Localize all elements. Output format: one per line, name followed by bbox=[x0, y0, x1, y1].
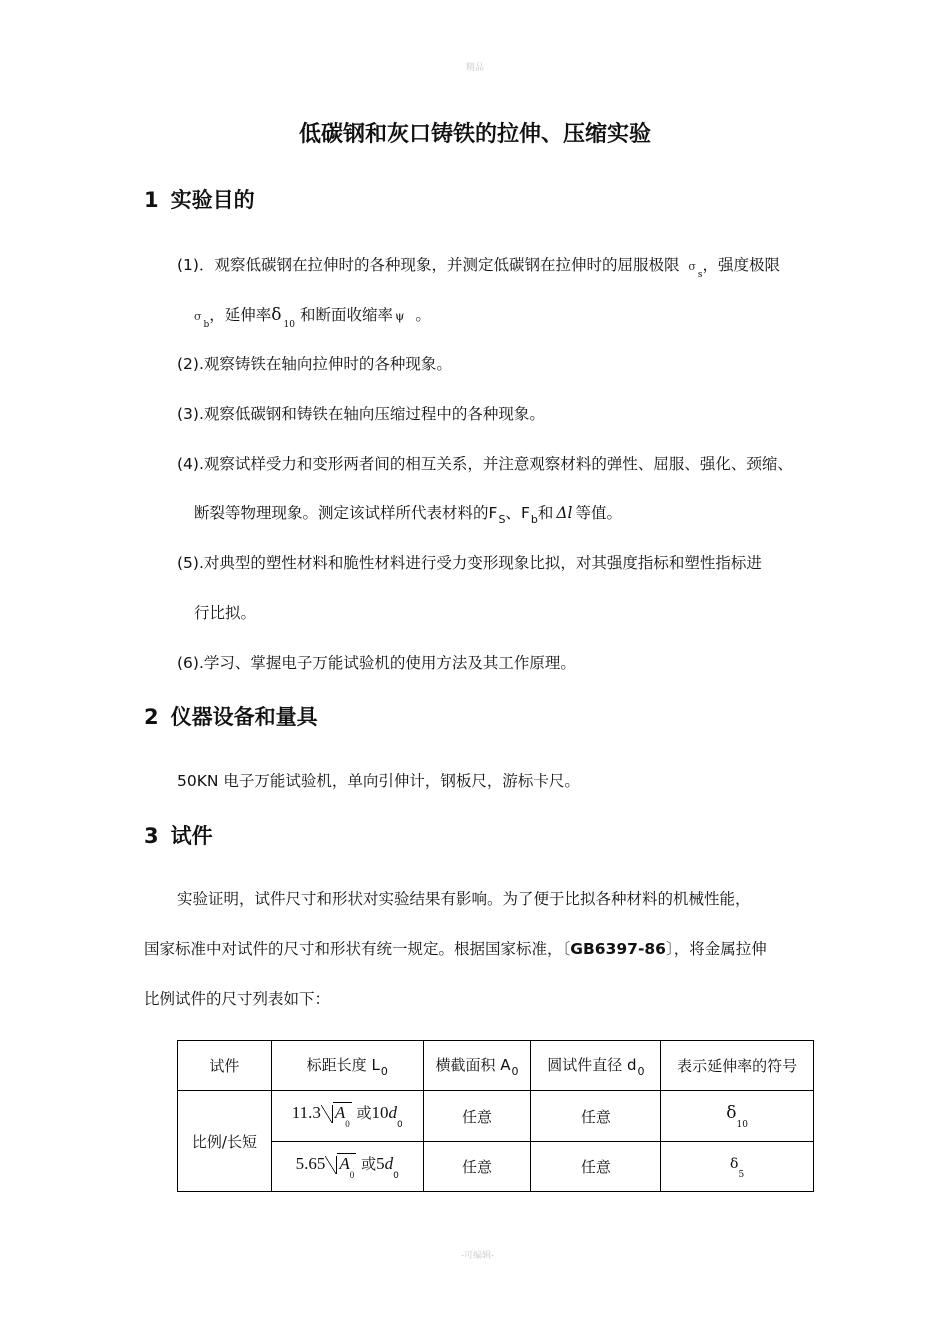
elongation-symbol-cell bbox=[661, 1091, 814, 1142]
gauge-length-formula bbox=[271, 1142, 423, 1192]
subscript: 0 bbox=[511, 1064, 519, 1078]
text: ，延伸率 bbox=[209, 306, 272, 324]
diameter-var: d bbox=[388, 1103, 398, 1122]
area-cell: 任意 bbox=[423, 1091, 531, 1142]
force-b-symbol: F bbox=[520, 504, 530, 522]
subscript: 0 bbox=[637, 1064, 645, 1078]
footer-watermark: -可编辑- bbox=[461, 1251, 495, 1261]
elongation-symbol-cell bbox=[661, 1142, 814, 1192]
force-s-subscript: S bbox=[498, 513, 506, 526]
header-diameter bbox=[531, 1041, 661, 1091]
header-watermark: 精品 bbox=[466, 63, 485, 73]
sigma-b-subscript: b bbox=[203, 320, 210, 330]
text: 。 bbox=[415, 306, 431, 324]
subscript: 0 bbox=[349, 1169, 355, 1180]
text: 〕，将金属拉伸 bbox=[665, 940, 767, 958]
specimen-paragraph-line-1: 实验证明，试件尺寸和形状对实验结果有影响。为了便于比拟各种材料的机械性能， bbox=[177, 890, 751, 908]
objective-item-4-line-1: (4).观察试样受力和变形两者间的相互关系，并注意观察材料的弹性、屈服、强化、颈缩、 bbox=[177, 455, 793, 473]
text: 或 bbox=[356, 1104, 372, 1122]
text: 和断面收缩率 bbox=[299, 306, 393, 324]
delta-l-symbol: Δl bbox=[556, 504, 573, 522]
section-number: 2 bbox=[144, 705, 159, 729]
section-3-heading bbox=[144, 820, 213, 850]
header-specimen: 试件 bbox=[178, 1041, 272, 1091]
text: 国家标准中对试件的尺寸和形状有统一规定。根据国家标准，〔 bbox=[144, 940, 571, 958]
delta-subscript: 10 bbox=[283, 320, 295, 330]
subscript: 10 bbox=[736, 1119, 748, 1130]
area-var: A bbox=[334, 1103, 346, 1122]
sigma-s-subscript: s bbox=[697, 270, 703, 280]
sigma-s-symbol: σ bbox=[688, 260, 696, 273]
area-var: A bbox=[339, 1153, 350, 1173]
delta-symbol: δ bbox=[730, 1155, 739, 1172]
text: 或 bbox=[361, 1154, 377, 1173]
psi-symbol: ψ bbox=[394, 309, 405, 323]
table-header-row bbox=[178, 1041, 814, 1091]
delta-symbol: δ bbox=[726, 1102, 737, 1123]
text: 、 bbox=[505, 504, 521, 522]
section-title: 仪器设备和量具 bbox=[170, 705, 318, 729]
objective-item-1-line-1 bbox=[177, 253, 780, 280]
specimen-paragraph-line-3: 比例试件的尺寸列表如下： bbox=[144, 990, 331, 1008]
diameter-cell: 任意 bbox=[531, 1142, 661, 1192]
objective-item-3: (3).观察低碳钢和铸铁在轴向压缩过程中的各种现象。 bbox=[177, 405, 545, 423]
objective-item-1-line-2 bbox=[194, 303, 431, 330]
objective-item-5-line-2: 行比拟。 bbox=[194, 604, 257, 622]
page-title: 低碳钢和灰口铸铁的拉伸、压缩实验 bbox=[298, 122, 651, 147]
coefficient: 5 bbox=[376, 1153, 385, 1173]
specimen-dimension-table bbox=[177, 1040, 814, 1192]
delta-symbol: δ bbox=[271, 305, 282, 325]
section-number: 1 bbox=[144, 188, 159, 212]
group-label: 比例/长短 bbox=[178, 1091, 272, 1192]
subscript: 0 bbox=[380, 1064, 388, 1078]
text: ，强度极限 bbox=[702, 256, 781, 274]
text: 等值。 bbox=[575, 504, 623, 522]
text: 断裂等物理现象。测定该试样所代表材料的 bbox=[194, 504, 489, 522]
objective-item-4-line-2 bbox=[194, 501, 622, 526]
area-cell: 任意 bbox=[423, 1142, 531, 1192]
objective-item-5-line-1: (5).对典型的塑性材料和脆性材料进行受力变形现象比拟，对其强度指标和塑性指标进 bbox=[177, 554, 762, 572]
objective-item-2: (2).观察铸铁在轴向拉伸时的各种现象。 bbox=[177, 355, 452, 373]
coefficient: 10 bbox=[371, 1103, 389, 1122]
force-s-symbol: F bbox=[488, 504, 498, 522]
section-title: 实验目的 bbox=[170, 188, 255, 212]
text: 横截面积 A bbox=[435, 1055, 511, 1074]
sqrt-symbol bbox=[321, 1103, 352, 1129]
objective-item-6: (6).学习、掌握电子万能试验机的使用方法及其工作原理。 bbox=[177, 654, 576, 672]
diameter-var: d bbox=[384, 1153, 394, 1173]
equipment-list: 50KN 电子万能试验机，单向引伸计，钢板尺，游标卡尺。 bbox=[177, 772, 580, 790]
text: 和 bbox=[537, 504, 554, 522]
diameter-cell: 任意 bbox=[531, 1091, 661, 1142]
text: 圆试件直径 d bbox=[547, 1055, 637, 1074]
gauge-length-formula bbox=[271, 1091, 423, 1142]
coefficient: 5.65 bbox=[295, 1153, 326, 1173]
sigma-b-symbol: σ bbox=[194, 310, 202, 323]
section-1-heading bbox=[144, 184, 255, 214]
header-elongation-symbol: 表示延伸率的符号 bbox=[661, 1041, 814, 1091]
sqrt-symbol bbox=[325, 1154, 356, 1180]
subscript: 0 bbox=[345, 1119, 350, 1129]
section-2-heading bbox=[144, 701, 318, 731]
subscript: 0 bbox=[393, 1170, 399, 1181]
text: 标距长度 L bbox=[306, 1055, 380, 1074]
header-gauge-length bbox=[271, 1041, 423, 1091]
subscript: 0 bbox=[397, 1120, 403, 1130]
standard-code: GB6397-86 bbox=[570, 940, 666, 958]
section-title: 试件 bbox=[170, 824, 213, 848]
text: (1)．观察低碳钢在拉伸时的各种现象，并测定低碳钢在拉伸时的屈服极限 bbox=[177, 256, 680, 274]
specimen-paragraph-line-2 bbox=[144, 937, 767, 959]
header-cross-section-area bbox=[423, 1041, 531, 1091]
force-b-subscript: b bbox=[530, 513, 538, 526]
section-number: 3 bbox=[144, 824, 159, 848]
subscript: 5 bbox=[738, 1169, 745, 1180]
table-row bbox=[178, 1091, 814, 1142]
coefficient: 11.3 bbox=[291, 1103, 321, 1122]
table-row bbox=[178, 1142, 814, 1192]
